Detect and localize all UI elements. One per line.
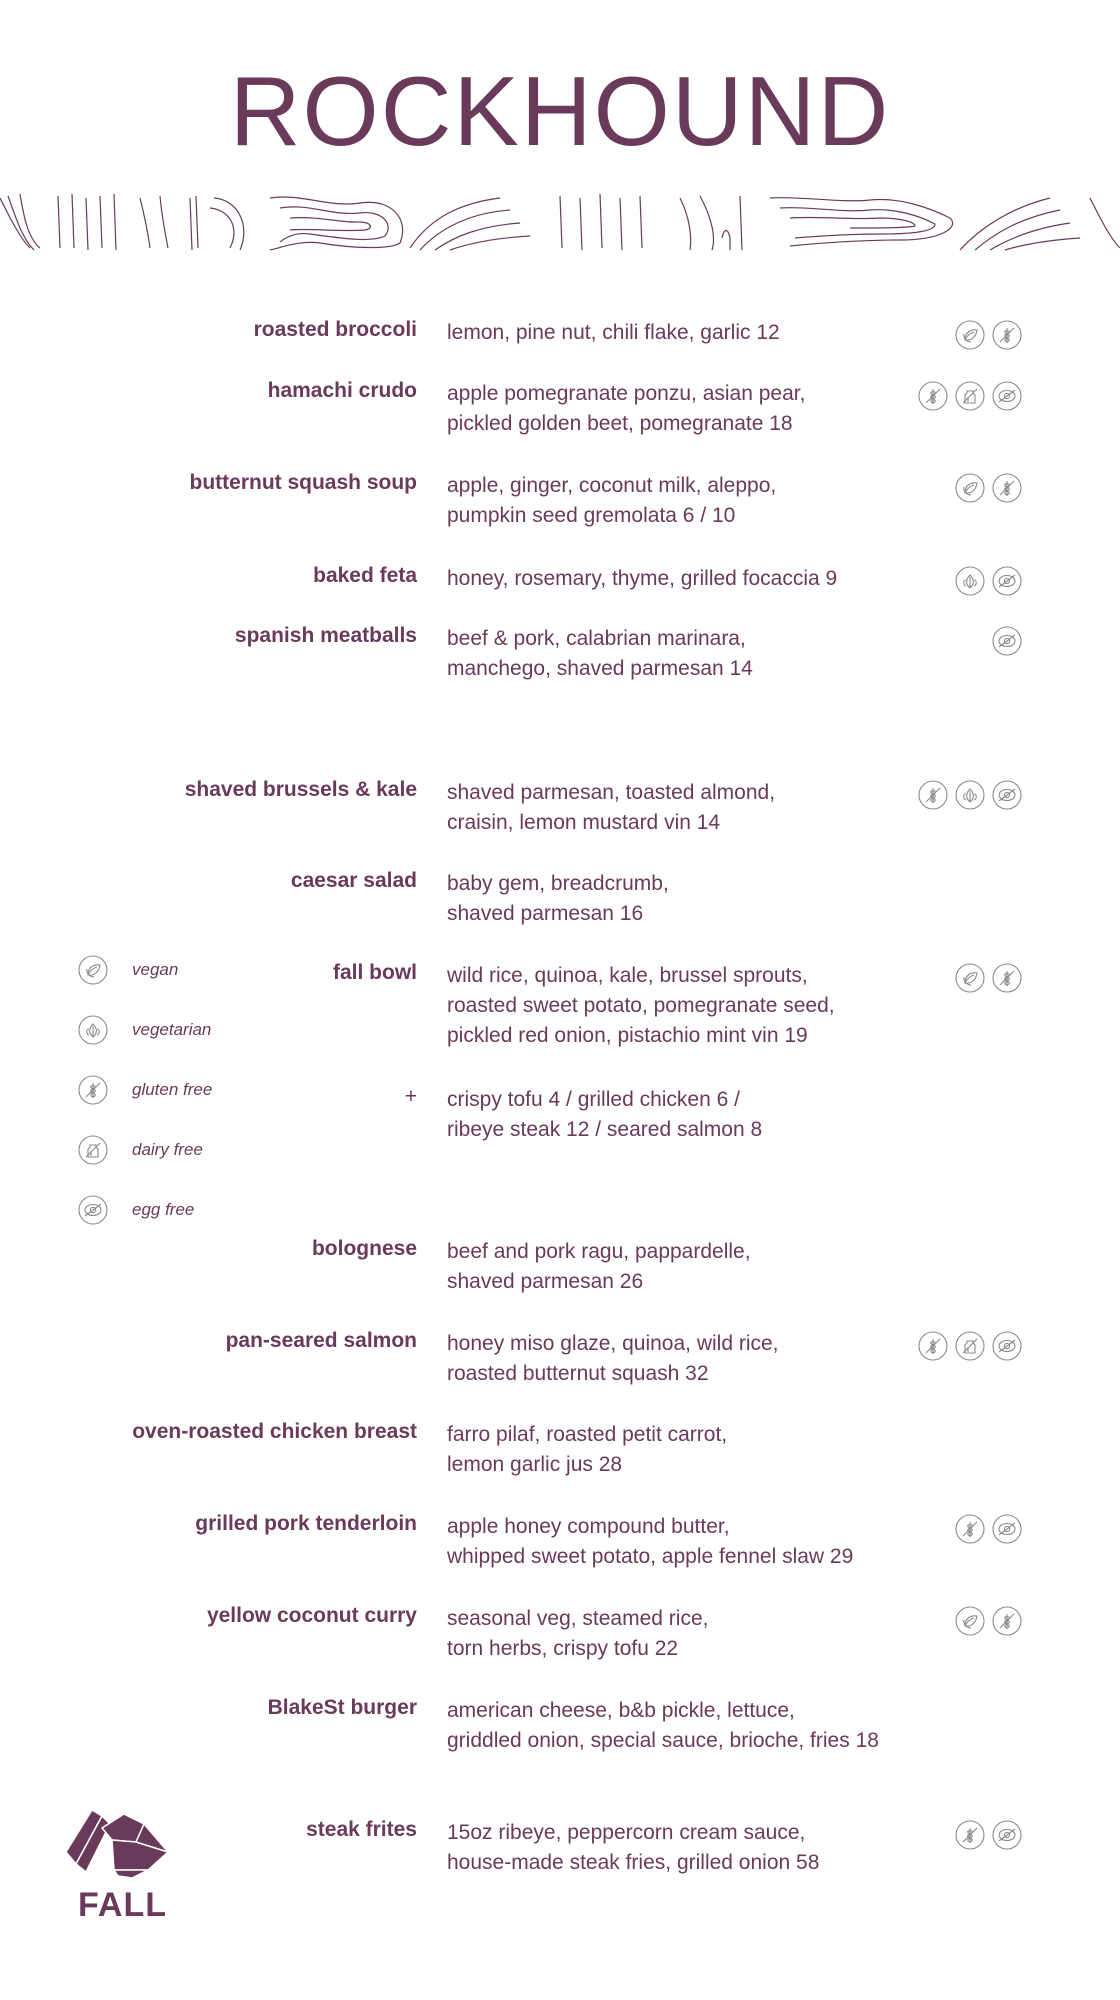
menu-item-description (447, 624, 907, 684)
dietary-icons (955, 320, 1022, 350)
dietary-icons (955, 963, 1022, 993)
menu-item-name: shaved brussels & kale (184, 778, 417, 801)
legend-label: gluten free (132, 1080, 213, 1099)
menu-item-description (447, 1085, 907, 1145)
description-line: apple, ginger, coconut milk, aleppo, (447, 474, 777, 497)
egg-free-icon (992, 566, 1022, 596)
menu-item-name: steak frites (306, 1818, 417, 1841)
menu-item-description (447, 961, 907, 1051)
egg-free-icon (992, 626, 1022, 656)
menu-item-description (447, 1818, 907, 1878)
menu-item-description (447, 1696, 907, 1756)
gluten-free-icon (992, 963, 1022, 993)
description-line: american cheese, b&b pickle, lettuce, (447, 1699, 795, 1722)
gluten-free-icon (955, 1514, 985, 1544)
menu-item-description (447, 379, 907, 439)
description-line: ribeye steak 12 / seared salmon 8 (447, 1118, 763, 1141)
description-line: beef & pork, calabrian marinara, (447, 627, 746, 650)
menu-item-description (447, 1329, 907, 1389)
gluten-free-icon (992, 473, 1022, 503)
description-line: wild rice, quinoa, kale, brussel sprouts, (447, 964, 808, 987)
menu-item-description (447, 471, 907, 531)
egg-free-icon (992, 1514, 1022, 1544)
gluten-free-icon (992, 1606, 1022, 1636)
vegetarian-icon (78, 1015, 108, 1045)
description-line: lemon, pine nut, chili flake, garlic 12 (447, 321, 780, 344)
legend-row (78, 1000, 212, 1060)
description-line: griddled onion, special sauce, brioche, fries 18 (447, 1729, 879, 1752)
menu-item-name: butternut squash soup (189, 471, 417, 494)
description-line: farro pilaf, roasted petit carrot, (447, 1423, 728, 1446)
description-line: whipped sweet potato, apple fennel slaw 29 (447, 1545, 854, 1568)
description-line: roasted sweet potato, pomegranate seed, (447, 994, 835, 1017)
egg-free-icon (992, 1820, 1022, 1850)
menu-item-name: pan-seared salmon (225, 1329, 417, 1352)
description-line: beef and pork ragu, pappardelle, (447, 1240, 751, 1263)
gluten-free-icon (78, 1075, 108, 1105)
menu-item-name: caesar salad (290, 869, 417, 892)
menu-item-name: hamachi crudo (267, 379, 417, 402)
description-line: honey, rosemary, thyme, grilled focaccia 9 (447, 567, 838, 590)
description-line: torn herbs, crispy tofu 22 (447, 1637, 679, 1660)
legend-label: vegan (132, 960, 179, 979)
menu-item-name: spanish meatballs (234, 624, 417, 647)
menu-item-name: roasted broccoli (253, 318, 417, 341)
vegan-icon (955, 320, 985, 350)
menu-item-description (447, 564, 907, 594)
dietary-icons (955, 566, 1022, 596)
description-line: pickled red onion, pistachio mint vin 19 (447, 1024, 808, 1047)
description-line: seasonal veg, steamed rice, (447, 1607, 709, 1630)
menu-item-description (447, 1237, 907, 1297)
menu-item-name: BlakeSt burger (267, 1696, 417, 1719)
dietary-icons (955, 1606, 1022, 1636)
gluten-free-icon (918, 381, 948, 411)
description-line: manchego, shaved parmesan 14 (447, 657, 753, 680)
menu-item-name: bolognese (311, 1237, 417, 1260)
topographic-pattern (0, 188, 1120, 260)
gluten-free-icon (955, 1820, 985, 1850)
menu-item-description (447, 318, 907, 348)
dietary-icons (918, 381, 1022, 411)
dietary-icons (955, 1514, 1022, 1544)
menu-item-description (447, 1420, 907, 1480)
egg-free-icon (992, 381, 1022, 411)
egg-free-icon (992, 780, 1022, 810)
description-line: 15oz ribeye, peppercorn cream sauce, (447, 1821, 806, 1844)
legend-label: vegetarian (132, 1020, 212, 1039)
dairy-free-icon (78, 1135, 108, 1165)
gluten-free-icon (918, 1331, 948, 1361)
season-label: FALL (78, 1886, 167, 1924)
description-line: baby gem, breadcrumb, (447, 872, 669, 895)
dairy-free-icon (955, 1331, 985, 1361)
vegan-icon (78, 955, 108, 985)
vegan-icon (955, 473, 985, 503)
vegan-icon (955, 963, 985, 993)
description-line: house-made steak fries, grilled onion 58 (447, 1851, 820, 1874)
vegetarian-icon (955, 780, 985, 810)
rock-crystal-logo (62, 1806, 174, 1878)
dairy-free-icon (955, 381, 985, 411)
add-on-symbol: + (404, 1085, 417, 1108)
legend-row (78, 1060, 212, 1120)
vegan-icon (955, 1606, 985, 1636)
description-line: apple honey compound butter, (447, 1515, 730, 1538)
dietary-legend (78, 940, 212, 1240)
description-line: shaved parmesan, toasted almond, (447, 781, 776, 804)
menu-item-description (447, 869, 907, 929)
description-line: honey miso glaze, quinoa, wild rice, (447, 1332, 779, 1355)
egg-free-icon (992, 1331, 1022, 1361)
legend-label: dairy free (132, 1140, 203, 1159)
menu-item-name: oven-roasted chicken breast (132, 1420, 417, 1443)
description-line: shaved parmesan 26 (447, 1270, 644, 1293)
menu-item-description (447, 1512, 907, 1572)
menu-item-name: grilled pork tenderloin (195, 1512, 417, 1535)
vegetarian-icon (955, 566, 985, 596)
dietary-icons (992, 626, 1022, 656)
menu-item-name: fall bowl (333, 961, 417, 984)
gluten-free-icon (918, 780, 948, 810)
dietary-icons (955, 1820, 1022, 1850)
description-line: craisin, lemon mustard vin 14 (447, 811, 721, 834)
legend-label: egg free (132, 1200, 195, 1219)
legend-row (78, 1180, 212, 1240)
description-line: apple pomegranate ponzu, asian pear, (447, 382, 806, 405)
dietary-icons (918, 780, 1022, 810)
description-line: pickled golden beet, pomegranate 18 (447, 412, 793, 435)
menu-item-description (447, 1604, 907, 1664)
dietary-icons (955, 473, 1022, 503)
dietary-icons (918, 1331, 1022, 1361)
menu-item-name: yellow coconut curry (206, 1604, 417, 1627)
description-line: roasted butternut squash 32 (447, 1362, 709, 1385)
description-line: pumpkin seed gremolata 6 / 10 (447, 504, 736, 527)
description-line: lemon garlic jus 28 (447, 1453, 623, 1476)
egg-free-icon (78, 1195, 108, 1225)
legend-row (78, 1120, 212, 1180)
description-line: crispy tofu 4 / grilled chicken 6 / (447, 1088, 740, 1111)
description-line: shaved parmesan 16 (447, 902, 644, 925)
menu-item-description (447, 778, 907, 838)
restaurant-title: ROCKHOUND (229, 56, 891, 166)
legend-row (78, 940, 212, 1000)
gluten-free-icon (992, 320, 1022, 350)
menu-item-name: baked feta (313, 564, 417, 587)
